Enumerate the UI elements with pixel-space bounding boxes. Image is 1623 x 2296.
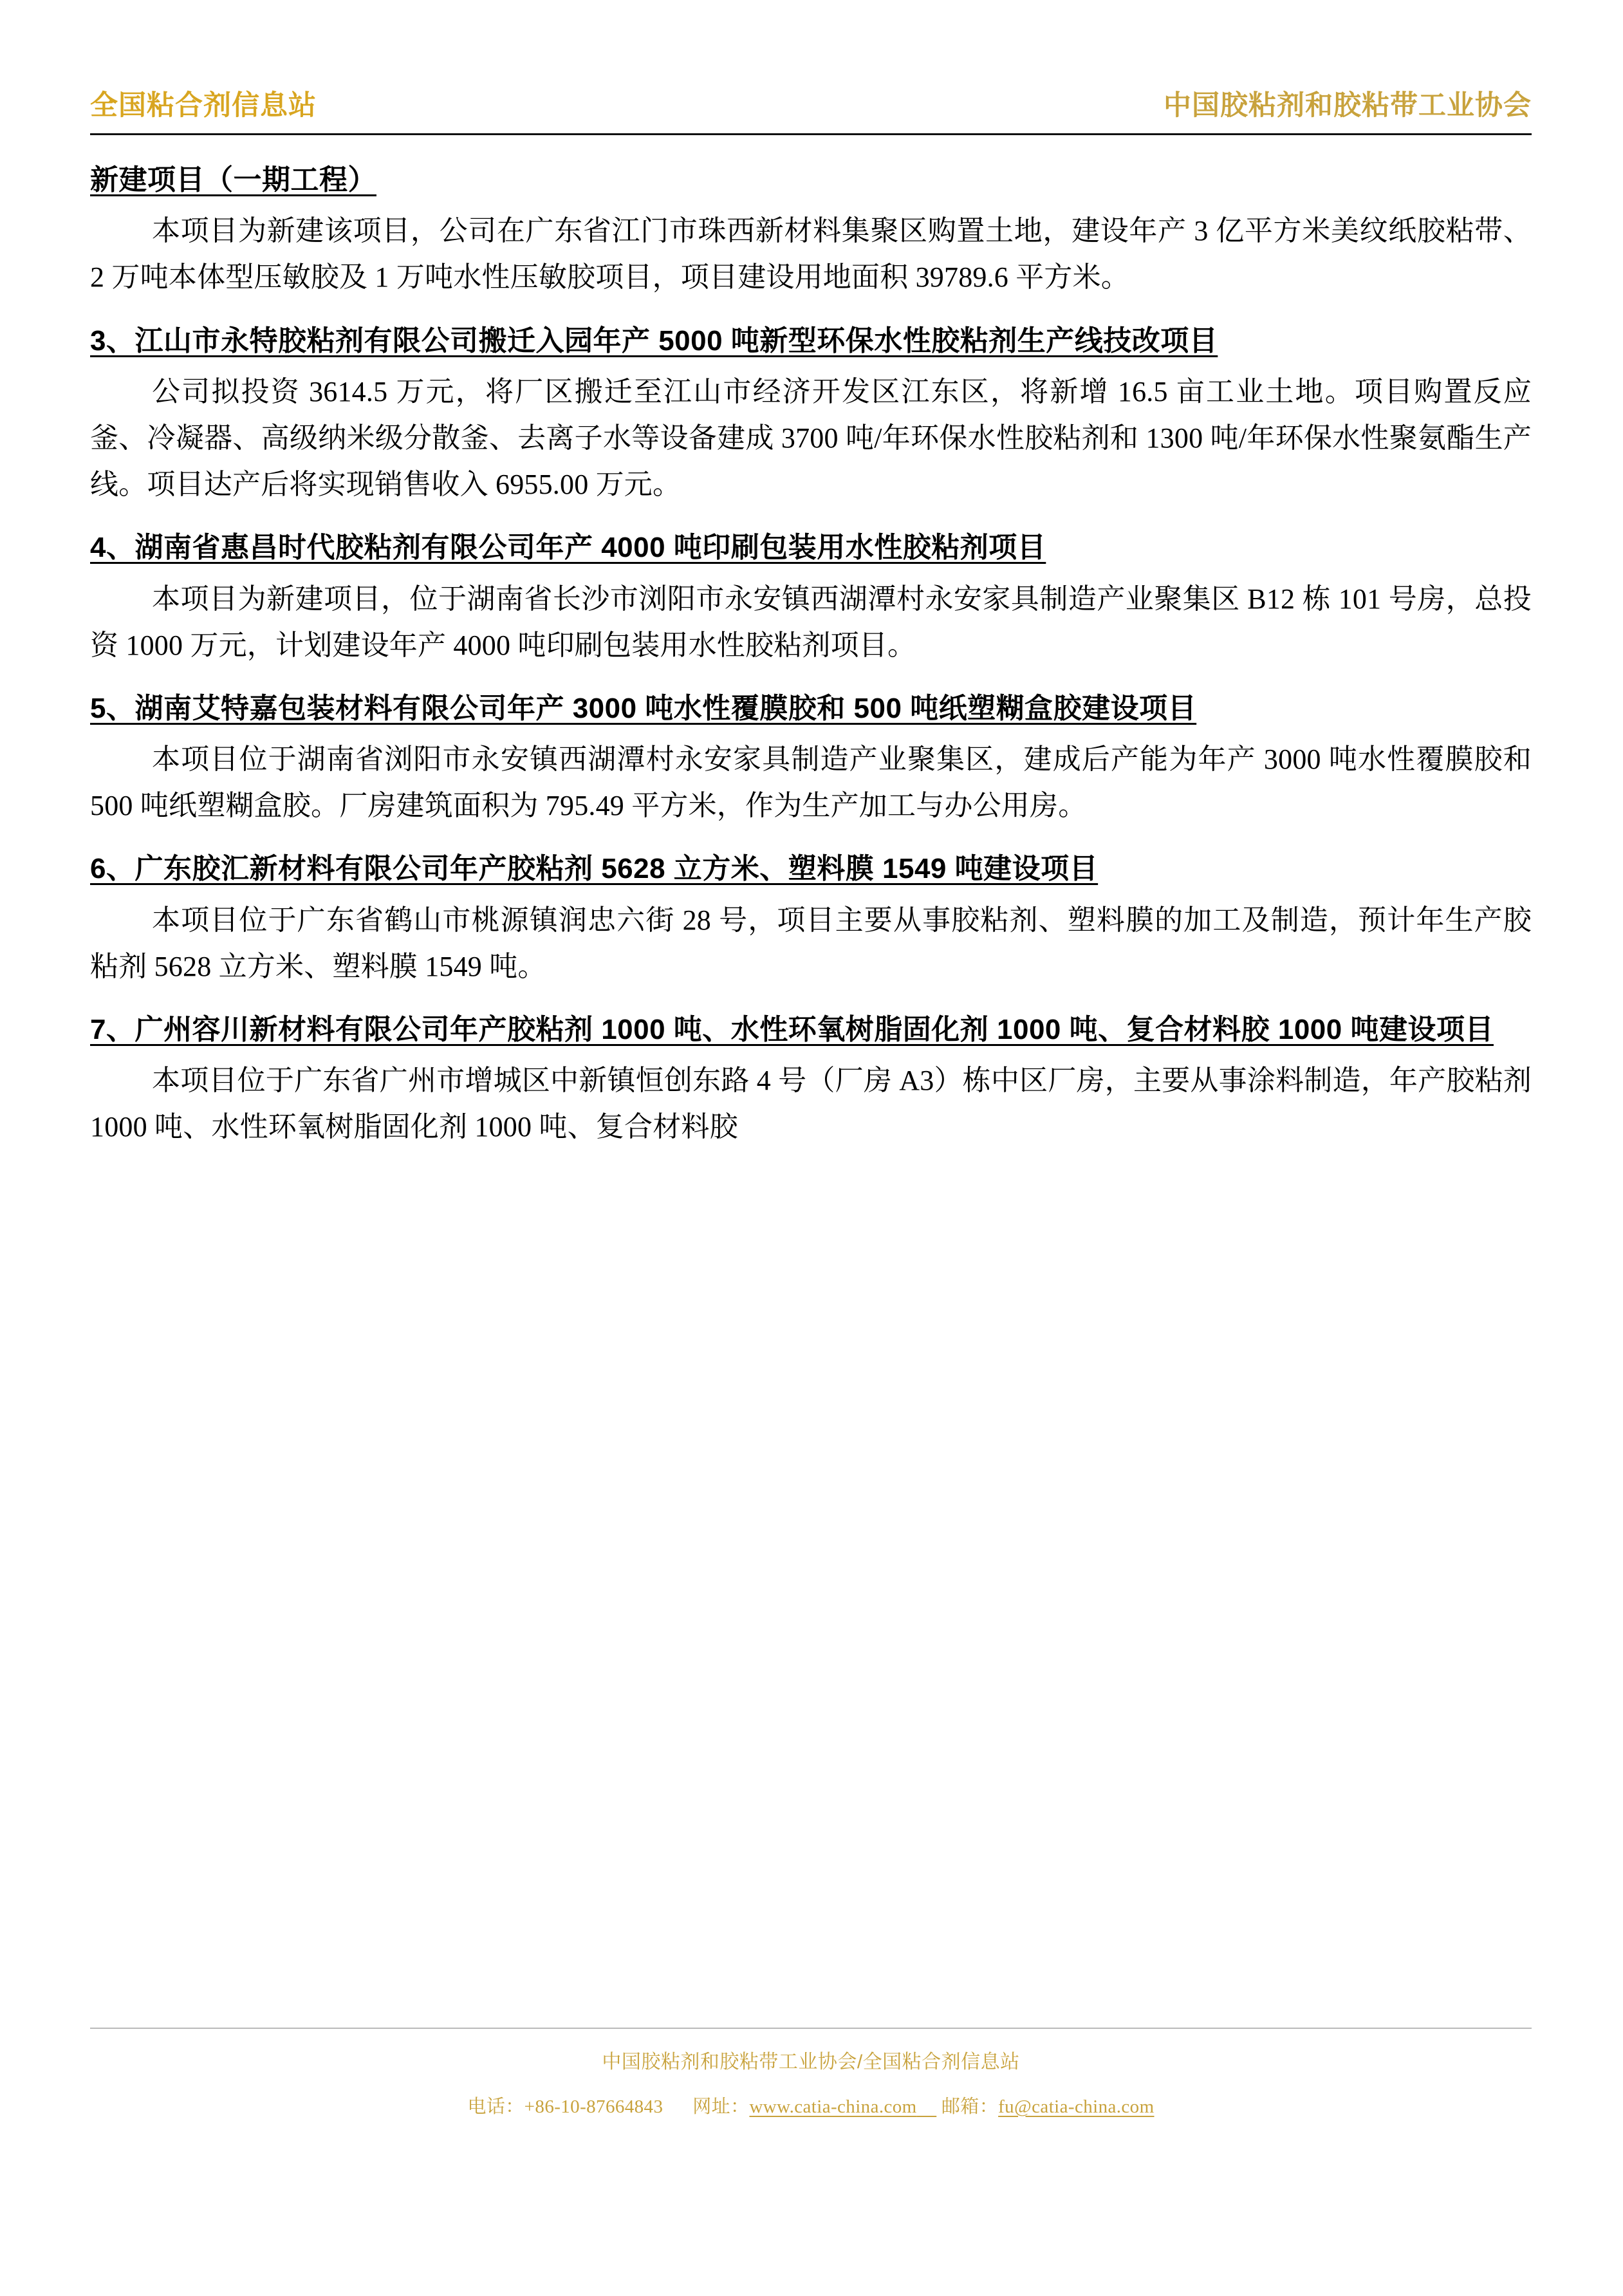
paragraph-phase-one: 本项目为新建该项目，公司在广东省江门市珠西新材料集聚区购置土地，建设年产 3 亿平方米美纹纸胶粘带、2 万吨本体型压敏胶及 1 万吨水性压敏胶项目，项目建设用地面积 39789.6 平方米。 [90,215,1532,294]
footer-site-link[interactable]: www.catia-china.com [749,2096,917,2117]
page-header [90,84,1532,132]
paragraph-item-4: 本项目为新建项目，位于湖南省长沙市浏阳市永安镇西湖潭村永安家具制造产业聚集区 B12 栋 101 号房，总投资 1000 万元，计划建设年产 4000 吨印刷包装用水性胶粘剂项目。 [90,583,1532,661]
footer-mail-link[interactable]: fu@catia-china.com [998,2096,1155,2117]
footer-phone-label: 电话： [467,2096,524,2117]
section-heading-item-7: 7、广州容川新材料有限公司年产胶粘剂 1000 吨、水性环氧树脂固化剂 1000 吨、复合材料胶 1000 吨建设项目 [90,1014,1494,1046]
section-heading-item-5: 5、湖南艾特嘉包装材料有限公司年产 3000 吨水性覆膜胶和 500 吨纸塑糊盒胶建设项目 [90,692,1197,724]
paragraph-item-6: 本项目位于广东省鹤山市桃源镇润忠六街 28 号，项目主要从事胶粘剂、塑料膜的加工及制造，预计年生产胶粘剂 5628 立方米、塑料膜 1549 吨。 [90,904,1532,982]
section-heading-item-4: 4、湖南省惠昌时代胶粘剂有限公司年产 4000 吨印刷包装用水性胶粘剂项目 [90,532,1046,564]
page-footer [90,2028,1532,2118]
paragraph-item-5: 本项目位于湖南省浏阳市永安镇西湖潭村永安家具制造产业聚集区，建成后产能为年产 3000 吨水性覆膜胶和 500 吨纸塑糊盒胶。厂房建筑面积为 795.49 平方米，作为生产加工与办公用房。 [90,743,1532,822]
section-heading-phase-one: 新建项目（一期工程） [90,164,376,196]
document-body [90,157,1532,1151]
footer-mail-label: 邮箱： [941,2096,999,2117]
section-heading-item-6: 6、广东胶汇新材料有限公司年产胶粘剂 5628 立方米、塑料膜 1549 吨建设项目 [90,853,1099,885]
footer-link-underline-pad [917,2096,937,2118]
header-divider [90,133,1532,135]
footer-spacer-1 [663,2096,692,2118]
footer-site-label: 网址： [692,2096,750,2117]
header-right-title: 中国胶粘剂和胶粘带工业协会 [1164,90,1532,121]
footer-phone-value: +86-10-87664843 [524,2096,663,2117]
footer-divider [90,2028,1532,2029]
paragraph-item-3: 公司拟投资 3614.5 万元，将厂区搬迁至江山市经济开发区江东区，将新增 16.5 亩工业土地。项目购置反应釜、冷凝器、高级纳米级分散釜、去离子水等设备建成 3700 吨/年环保水性胶粘剂和 1300 吨/年环保水性聚氨酯生产线。项目达产后将实现销售收入 6955.00 万元。 [90,375,1532,501]
section-heading-item-3: 3、江山市永特胶粘剂有限公司搬迁入园年产 5000 吨新型环保水性胶粘剂生产线技改项目 [90,324,1218,357]
paragraph-item-7: 本项目位于广东省广州市增城区中新镇恒创东路 4 号（厂房 A3）栋中区厂房，主要从事涂料制造，年产胶粘剂 1000 吨、水性环氧树脂固化剂 1000 吨、复合材料胶 [90,1065,1532,1143]
footer-spacer-2 [936,2096,941,2118]
footer-organization: 中国胶粘剂和胶粘带工业协会/全国粘合剂信息站 [602,2051,1020,2073]
footer-contact [90,2092,1532,2118]
header-left-title: 全国粘合剂信息站 [90,90,317,121]
page-content [90,84,1532,1162]
